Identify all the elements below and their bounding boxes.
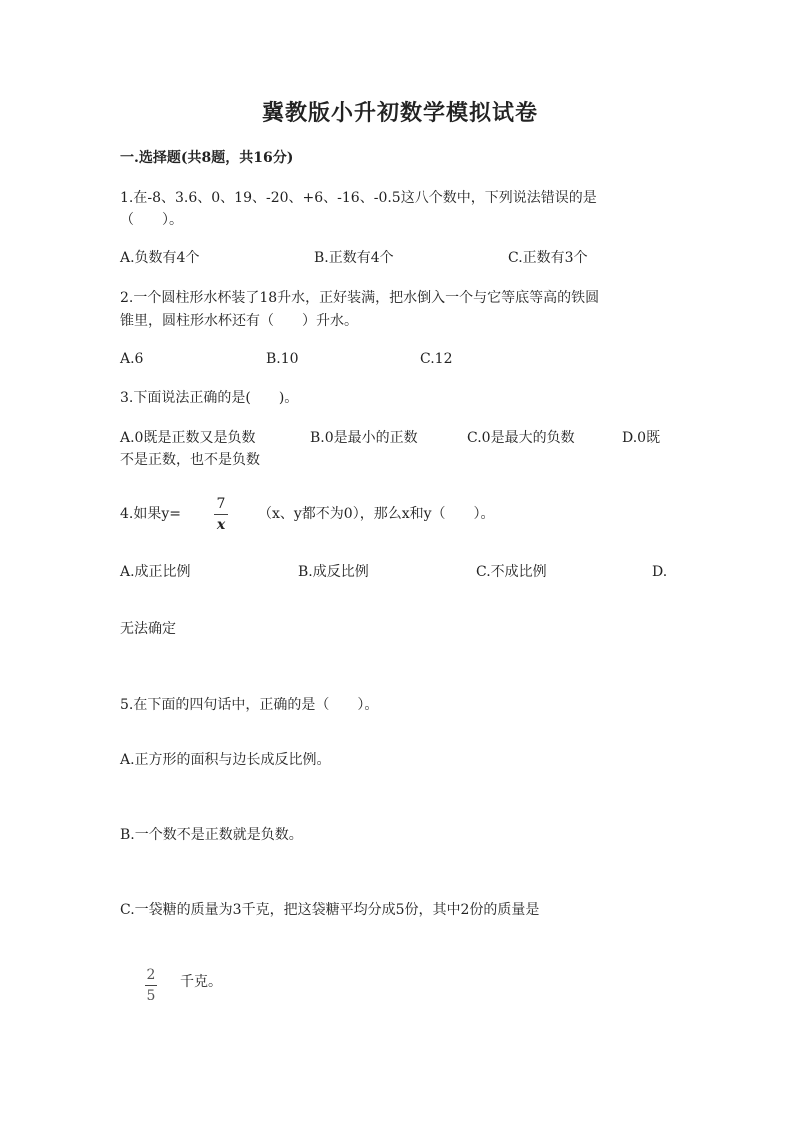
question-4-option-d-cont: 无法确定 [120, 621, 176, 637]
page-title: 冀教版小升初数学模拟试卷 [261, 100, 538, 126]
question-4-fraction [212, 497, 230, 532]
fraction-bar [214, 514, 228, 515]
question-1-text-cont: （ ）。 [120, 212, 183, 228]
question-3-option-a: A.0既是正数又是负数 [120, 430, 256, 446]
question-5-option-c: C.一袋糖的质量为3千克，把这袋糖平均分成5份，其中2份的质量是 [120, 902, 540, 918]
question-2-option-b: B.10 [266, 351, 299, 367]
fraction-bar [145, 985, 157, 986]
question-4-prefix: 4.如果y= [120, 506, 181, 522]
question-4-fraction-numerator: 7 [216, 496, 226, 512]
question-4-option-b: B.成反比例 [298, 564, 369, 580]
question-5-fraction [143, 968, 159, 1003]
question-5-fraction-denominator: 5 [146, 988, 156, 1004]
question-1-option-b: B.正数有4个 [314, 250, 394, 266]
question-4-option-a: A.成正比例 [120, 564, 191, 580]
question-3-option-b: B.0是最小的正数 [310, 430, 418, 446]
question-1-option-a: A.负数有4个 [120, 250, 200, 266]
section-heading-choice: 一.选择题(共8题，共16分) [120, 150, 294, 166]
question-5-option-a: A.正方形的面积与边长成反比例。 [120, 752, 331, 768]
question-4-fraction-denominator: x [216, 517, 226, 533]
question-4-suffix: （x、y都不为0），那么x和y（ ）。 [258, 506, 495, 522]
question-2-option-a: A.6 [120, 351, 144, 367]
question-1-option-c: C.正数有3个 [508, 250, 588, 266]
question-3-option-d: D.0既 [622, 430, 661, 446]
question-5-text: 5.在下面的四句话中，正确的是（ ）。 [120, 697, 379, 713]
question-3-option-d-cont: 不是正数，也不是负数 [120, 452, 260, 468]
question-2-text: 2.一个圆柱形水杯装了18升水，正好装满，把水倒入一个与它等底等高的铁圆 [120, 290, 600, 306]
question-5-fraction-numerator: 2 [146, 967, 156, 983]
question-3-text: 3.下面说法正确的是( )。 [120, 390, 299, 406]
question-5-option-b: B.一个数不是正数就是负数。 [120, 827, 303, 843]
question-1-text: 1.在-8、3.6、0、19、-20、+6、-16、-0.5这八个数中，下列说法错误的是 [120, 190, 597, 206]
question-4-option-d: D. [652, 564, 668, 580]
question-2-option-c: C.12 [420, 351, 453, 367]
question-4-option-c: C.不成比例 [476, 564, 547, 580]
question-5-option-c-tail: 千克。 [180, 974, 222, 990]
question-2-text-cont: 锥里，圆柱形水杯还有（ ）升水。 [120, 313, 358, 329]
question-3-option-c: C.0是最大的负数 [467, 430, 575, 446]
